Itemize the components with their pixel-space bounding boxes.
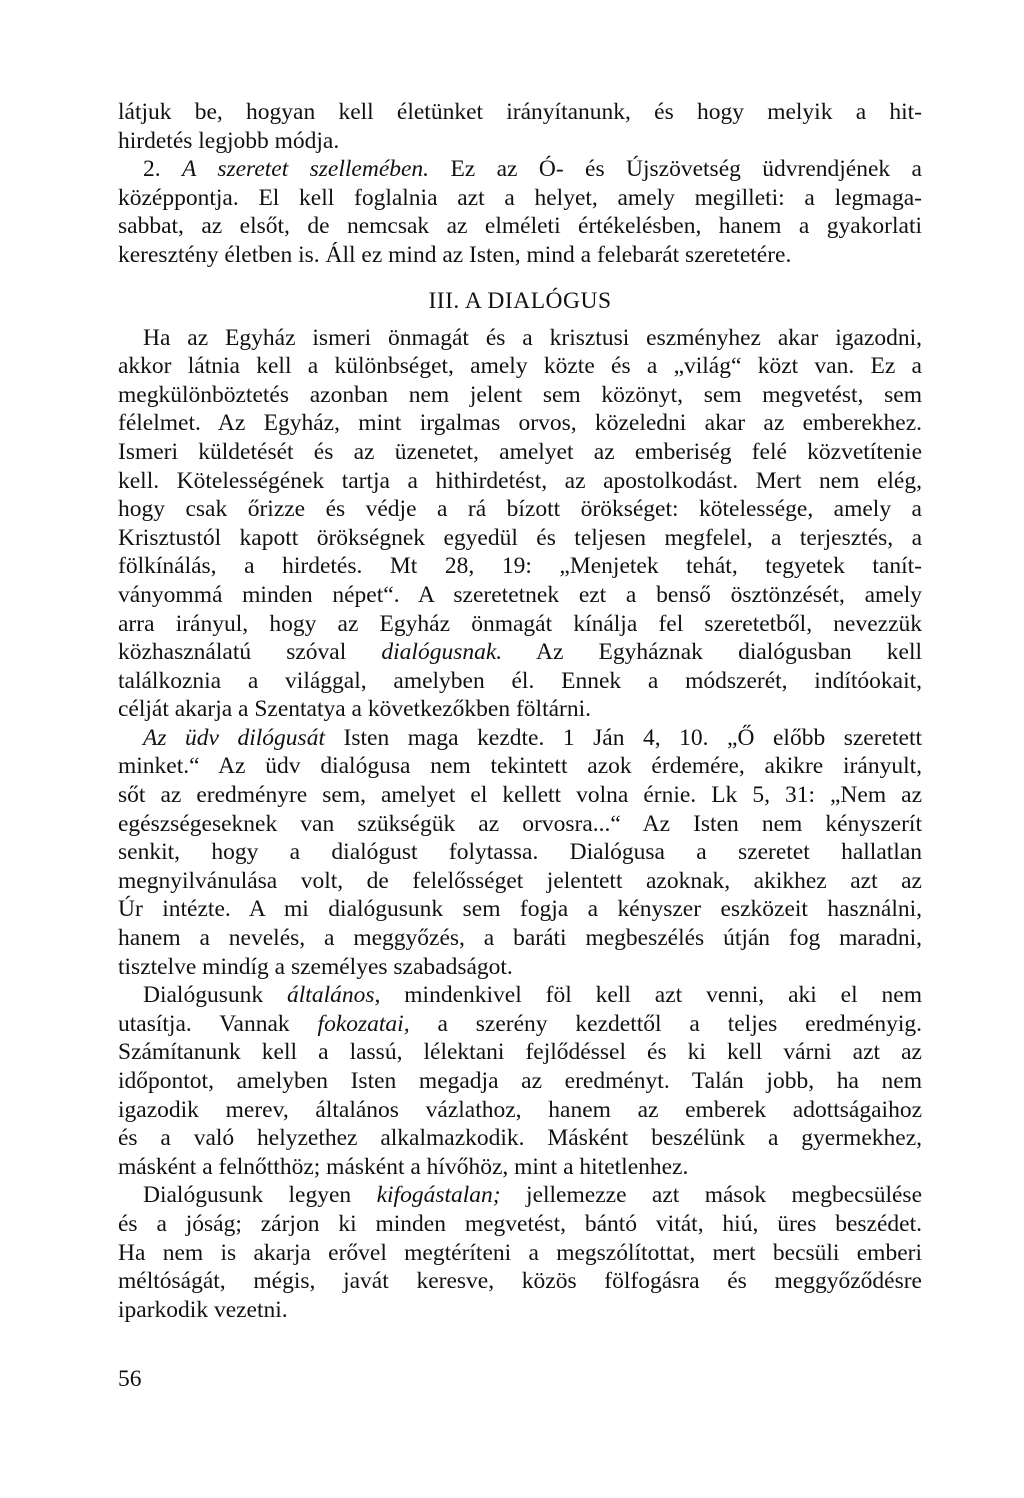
text-line: sőt az eredményre sem, amelyet el kellett volna érnie. Lk 5, 31: „Nem az <box>118 782 922 809</box>
text-line: időpontot, amelyben Isten megadja az eredményt. Talán jobb, ha nem <box>118 1068 922 1094</box>
text-line: Számítanunk kell a lassú, lélektani fejlődéssel és ki kell várni azt az <box>118 1039 922 1066</box>
text-segment: mindenkivel föl kell azt venni, aki el nem <box>380 982 922 1009</box>
text-segment: a szerény kezdettől a teljes eredményig. <box>409 1010 922 1037</box>
emphasis: fokozatai, <box>317 1010 410 1037</box>
text-line: másként a felnőtthöz; másként a hívőhöz, mint a hitetlenhez. <box>118 1153 689 1180</box>
page-number: 56 <box>118 1366 142 1392</box>
text-line: senkit, hogy a dialógust folytassa. Dialógusa a szeretet hallatlan <box>118 839 922 866</box>
text-segment: közhasználatú szóval <box>118 639 382 666</box>
text-line: Úr intézte. A mi dialógusunk sem fogja a kényszer eszközeit használni, <box>118 896 922 923</box>
emphasis: Az üdv dilógusát <box>143 724 325 751</box>
text-line: akkor látnia kell a különbséget, amely közte és a „világ“ közt van. Ez a <box>118 353 922 380</box>
text-line <box>118 1181 922 1210</box>
point-number: 2. <box>143 156 161 183</box>
text-line: találkoznia a világgal, amelyben él. Ennek a módszerét, indítóokait, <box>118 667 922 694</box>
text-line <box>118 981 922 1010</box>
text-line: középpontja. El kell foglalnia azt a helyet, amely megilleti: a legmaga- <box>118 184 922 211</box>
text-line: egészségeseknek van szükségük az orvosra...“ Az Isten nem kényszerít <box>118 810 922 837</box>
text-line: és a való helyzethez alkalmazkodik. Másként beszélünk a gyermekhez, <box>118 1125 922 1152</box>
text-line: hanem a nevelés, a meggyőzés, a baráti megbeszélés útján fog maradni, <box>118 925 922 952</box>
text-line: hirdetés legjobb módja. <box>118 127 340 154</box>
text-line <box>118 724 922 753</box>
point-title: A szeretet szellemében. <box>182 156 430 183</box>
emphasis: dialógusnak. <box>381 639 503 666</box>
text-segment: jellemezze azt mások megbecsülése <box>500 1182 922 1209</box>
point-rest: Ez az Ó- és Újszövetség üdvrendjének a <box>429 156 922 183</box>
text-line: tisztelve mindíg a személyes szabadságot. <box>118 953 513 980</box>
text-segment: Dialógusunk <box>143 982 288 1009</box>
text-segment: Isten maga kezdte. 1 Ján 4, 10. „Ő előbb szeretett <box>324 724 923 751</box>
text-line <box>118 638 922 667</box>
text-line: keresztény életben is. Áll ez mind az Isten, mind a felebarát szeretetére. <box>118 241 792 268</box>
text-line: megkülönböztetés azonban nem jelent sem közönyt, sem megvetést, sem <box>118 381 922 408</box>
text-line: kell. Kötelességének tartja a hithirdetést, az apostolkodást. Mert nem elég, <box>118 467 922 494</box>
emphasis: általános, <box>287 982 381 1009</box>
text-line: Ismeri küldetését és az üzenetet, amelyet az emberiség felé közvetítenie <box>118 438 922 465</box>
text-line: sabbat, az elsőt, de nemcsak az elméleti értékelésben, hanem a gyakorlati <box>118 213 922 240</box>
text-line: iparkodik vezetni. <box>118 1296 288 1323</box>
page-body <box>118 98 922 1324</box>
emphasis: kifogástalan; <box>376 1182 501 1209</box>
point-2-first-line <box>118 155 922 184</box>
text-line: arra irányul, hogy az Egyház önmagát kínálja fel szeretetből, nevezzük <box>118 610 922 637</box>
text-line: Ha az Egyház ismeri önmagát és a krisztusi eszményhez akar igazodni, <box>143 324 922 351</box>
text-line: és a jóság; zárjon ki minden megvetést, bántó vitát, hiú, üres beszédet. <box>118 1210 922 1237</box>
section-heading: III. A DIALÓGUS <box>428 287 612 314</box>
text-line: igazodik merev, általános vázlathoz, hanem az emberek adottságaihoz <box>118 1096 922 1123</box>
text-line: fölkínálás, a hirdetés. Mt 28, 19: „Menjetek tehát, tegyetek tanít- <box>118 553 922 580</box>
text-line: célját akarja a Szentatya a következőkben föltárni. <box>118 696 592 723</box>
text-line <box>118 1010 922 1039</box>
text-line: ványommá minden népet“. A szeretetnek ezt a benső ösztönzését, amely <box>118 581 922 608</box>
text-segment: Az Egyháznak dialógusban kell <box>502 639 922 666</box>
text-line: minket.“ Az üdv dialógusa nem tekintett azok érdemére, akikre irányult, <box>118 753 922 780</box>
text-line: megnyilvánulása volt, de felelősséget jelentett azoknak, akikhez azt az <box>118 867 922 894</box>
text-segment: utasítja. Vannak <box>118 1010 318 1037</box>
text-line: hogy csak őrizze és védje a rá bízott örökséget: kötelessége, amely a <box>118 496 922 523</box>
text-line: félelmet. Az Egyház, mint irgalmas orvos, közeledni akar az emberekhez. <box>118 410 922 437</box>
text-segment: Dialógusunk legyen <box>143 1182 377 1209</box>
text-line: méltóságát, mégis, javát keresve, közös fölfogásra és meggyőződésre <box>118 1268 922 1295</box>
text-line: látjuk be, hogyan kell életünket irányítanunk, és hogy melyik a hit- <box>118 99 922 125</box>
text-line: Ha nem is akarja erővel megtéríteni a megszólítottat, mert becsüli emberi <box>118 1239 922 1266</box>
text-line: Krisztustól kapott örökségnek egyedül és teljesen megfelel, a terjesztés, a <box>118 524 922 551</box>
